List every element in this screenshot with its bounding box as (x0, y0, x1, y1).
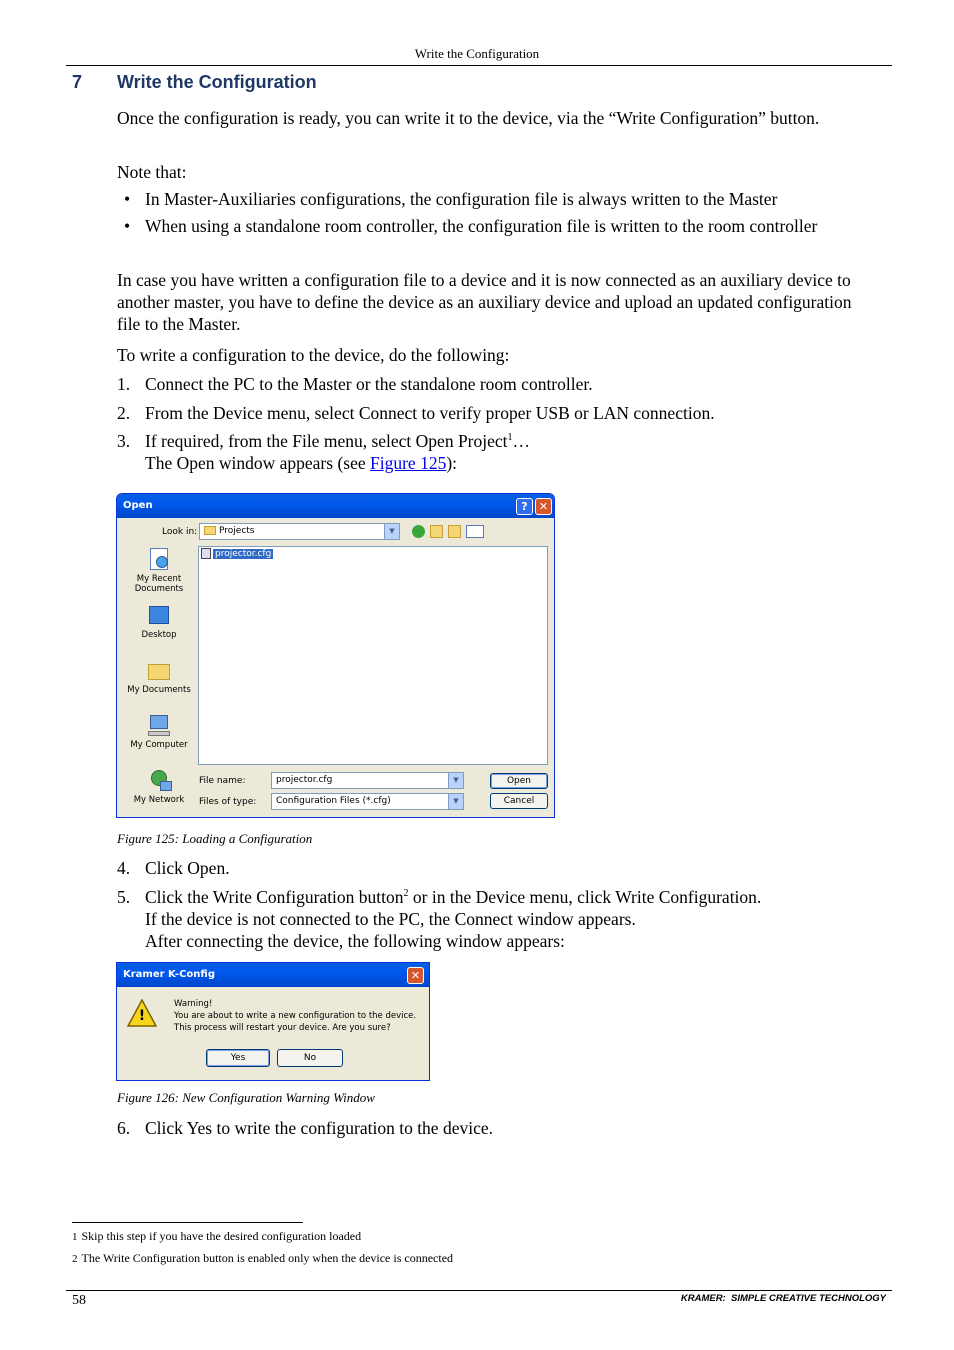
recent-documents-icon (146, 548, 172, 572)
close-button[interactable]: ✕ (535, 498, 552, 515)
step-text-tail: or in the Device menu, click Write Configuration. (408, 887, 762, 907)
step-number: 6. (117, 1118, 131, 1138)
step-text: Connect the PC to the Master or the standalone room controller. (145, 374, 593, 394)
step-text: Click Yes to write the configuration to the device. (145, 1118, 493, 1138)
warning-dialog (116, 962, 430, 1081)
step-item (117, 373, 852, 395)
footer-tagline: KRAMER: SIMPLE CREATIVE TECHNOLOGY (680, 1293, 886, 1304)
file-type-value: Configuration Files (*.cfg) (276, 796, 391, 806)
yes-button[interactable]: Yes (206, 1049, 270, 1067)
file-name-label: File name: (199, 776, 246, 786)
new-folder-icon[interactable] (448, 525, 461, 538)
figure-caption: Figure 126: New Configuration Warning Window (117, 1090, 375, 1105)
header-rule (66, 65, 892, 66)
back-icon[interactable] (412, 525, 425, 538)
file-icon (201, 548, 211, 559)
file-item[interactable] (201, 548, 273, 561)
step-number: 5. (117, 887, 131, 907)
step-item (117, 886, 852, 952)
figure-125-link[interactable]: Figure 125 (370, 453, 447, 473)
warning-glyph: ! (138, 1008, 146, 1024)
bullet-text: In Master-Auxiliaries configurations, the configuration file is always written to the Master (145, 189, 778, 209)
file-name: projector.cfg (215, 549, 272, 559)
places-bar (123, 546, 195, 809)
open-button[interactable]: Open (490, 773, 548, 789)
cancel-button[interactable]: Cancel (490, 793, 548, 809)
note-paragraph: Note that: (117, 162, 187, 182)
step-item (117, 1117, 852, 1139)
step-number: 1. (117, 374, 131, 394)
step-text-tail: … (512, 431, 531, 451)
place-label: My Recent Documents (134, 574, 184, 594)
place-label: My Computer (130, 740, 188, 750)
footnote (72, 1229, 361, 1244)
place-recent-documents[interactable] (123, 548, 195, 594)
my-documents-icon (146, 659, 172, 683)
section-heading (72, 72, 472, 96)
intro-paragraph: Once the configuration is ready, you can write it to the device, via the “Write Configuration” button. (117, 108, 820, 128)
step-line: If the device is not connected to the PC, the Connect window appears. (145, 909, 636, 929)
bullet-mark: • (124, 216, 131, 236)
file-type-label: Files of type: (199, 797, 257, 807)
chevron-down-icon[interactable]: ▼ (448, 773, 463, 788)
step-line: The Open window appears (see (145, 453, 370, 473)
page-number: 58 (72, 1293, 86, 1308)
step-line: After connecting the device, the following window appears: (145, 931, 565, 951)
no-button[interactable]: No (277, 1049, 343, 1067)
file-name-value: projector.cfg (276, 775, 333, 785)
place-my-computer[interactable] (123, 714, 195, 750)
place-my-documents[interactable] (123, 659, 195, 695)
step-item (117, 402, 852, 424)
warning-line: This process will restart your device. Are you sure? (174, 1023, 391, 1033)
running-header: Write the Configuration (414, 46, 540, 61)
up-folder-icon[interactable] (430, 525, 443, 538)
step-number: 4. (117, 858, 131, 878)
place-label: My Documents (127, 685, 191, 695)
open-dialog-title: Open (123, 500, 153, 511)
place-desktop[interactable] (123, 604, 195, 640)
section-title: Write the Configuration (117, 72, 317, 92)
place-label: My Network (133, 795, 185, 805)
step-item (117, 857, 852, 879)
file-list[interactable] (198, 546, 548, 765)
step-text: Click Open. (145, 858, 230, 878)
footnote-separator (72, 1222, 303, 1223)
figure-caption: Figure 125: Loading a Configuration (117, 831, 313, 846)
warning-line: Warning! (174, 999, 213, 1009)
footnote-text: The Write Configuration button is enabled only when the device is connected (81, 1251, 454, 1265)
look-in-label: Look in: (162, 527, 198, 537)
warning-message (174, 998, 429, 1034)
bullet-text: When using a standalone room controller, the configuration file is written to the room controller (145, 216, 818, 236)
footnote-number: 1 (72, 1231, 78, 1243)
warning-icon (127, 999, 157, 1027)
place-label: Desktop (141, 630, 177, 640)
footnote-ref[interactable]: 2 (403, 888, 409, 900)
step-number: 2. (117, 403, 131, 423)
place-my-network[interactable] (123, 769, 195, 805)
footer-rule (66, 1290, 892, 1291)
step-number: 3. (117, 431, 131, 451)
step-text-main: Click the Write Configuration button (145, 887, 404, 907)
open-dialog-titlebar (117, 494, 554, 518)
footnote-ref[interactable]: 1 (507, 432, 513, 444)
bullet-item (117, 215, 852, 259)
warning-line: You are about to write a new configuration to the device. (174, 1011, 417, 1021)
desktop-icon (146, 604, 172, 628)
section-number: 7 (72, 72, 83, 92)
open-dialog (116, 493, 555, 818)
step-text-main: If required, from the File menu, select Open Project (145, 431, 508, 451)
footnote (72, 1251, 453, 1266)
step-item (117, 430, 852, 474)
folder-icon (204, 526, 216, 535)
bullet-mark: • (124, 189, 131, 209)
step-line-post: ): (446, 453, 458, 473)
warning-dialog-titlebar (117, 963, 429, 987)
lead-in-paragraph: To write a configuration to the device, do the following: (117, 345, 510, 365)
bullet-item (117, 188, 852, 210)
views-menu-icon[interactable] (466, 525, 484, 538)
close-button[interactable]: ✕ (407, 967, 424, 984)
help-button[interactable]: ? (516, 498, 533, 515)
step-text (145, 430, 855, 474)
step-text: From the Device menu, select Connect to verify proper USB or LAN connection. (145, 403, 715, 423)
auxiliary-paragraph: In case you have written a configuration file to a device and it is now connected as an auxiliary device to another master, you have to define the device as an auxiliary device and upload an updated configuration file to the Master. (117, 270, 852, 334)
my-network-icon (146, 769, 172, 793)
file-type-dropdown[interactable] (271, 793, 464, 810)
look-in-dropdown[interactable] (199, 523, 400, 540)
step-text (145, 886, 865, 952)
file-name-input[interactable] (271, 772, 464, 789)
warning-dialog-title: Kramer K-Config (123, 969, 215, 980)
footnote-text: Skip this step if you have the desired configuration loaded (81, 1229, 362, 1243)
look-in-value: Projects (219, 526, 255, 536)
my-computer-icon (146, 714, 172, 738)
chevron-down-icon[interactable]: ▼ (448, 794, 463, 809)
chevron-down-icon[interactable]: ▼ (384, 524, 399, 539)
footnote-number: 2 (72, 1253, 78, 1265)
